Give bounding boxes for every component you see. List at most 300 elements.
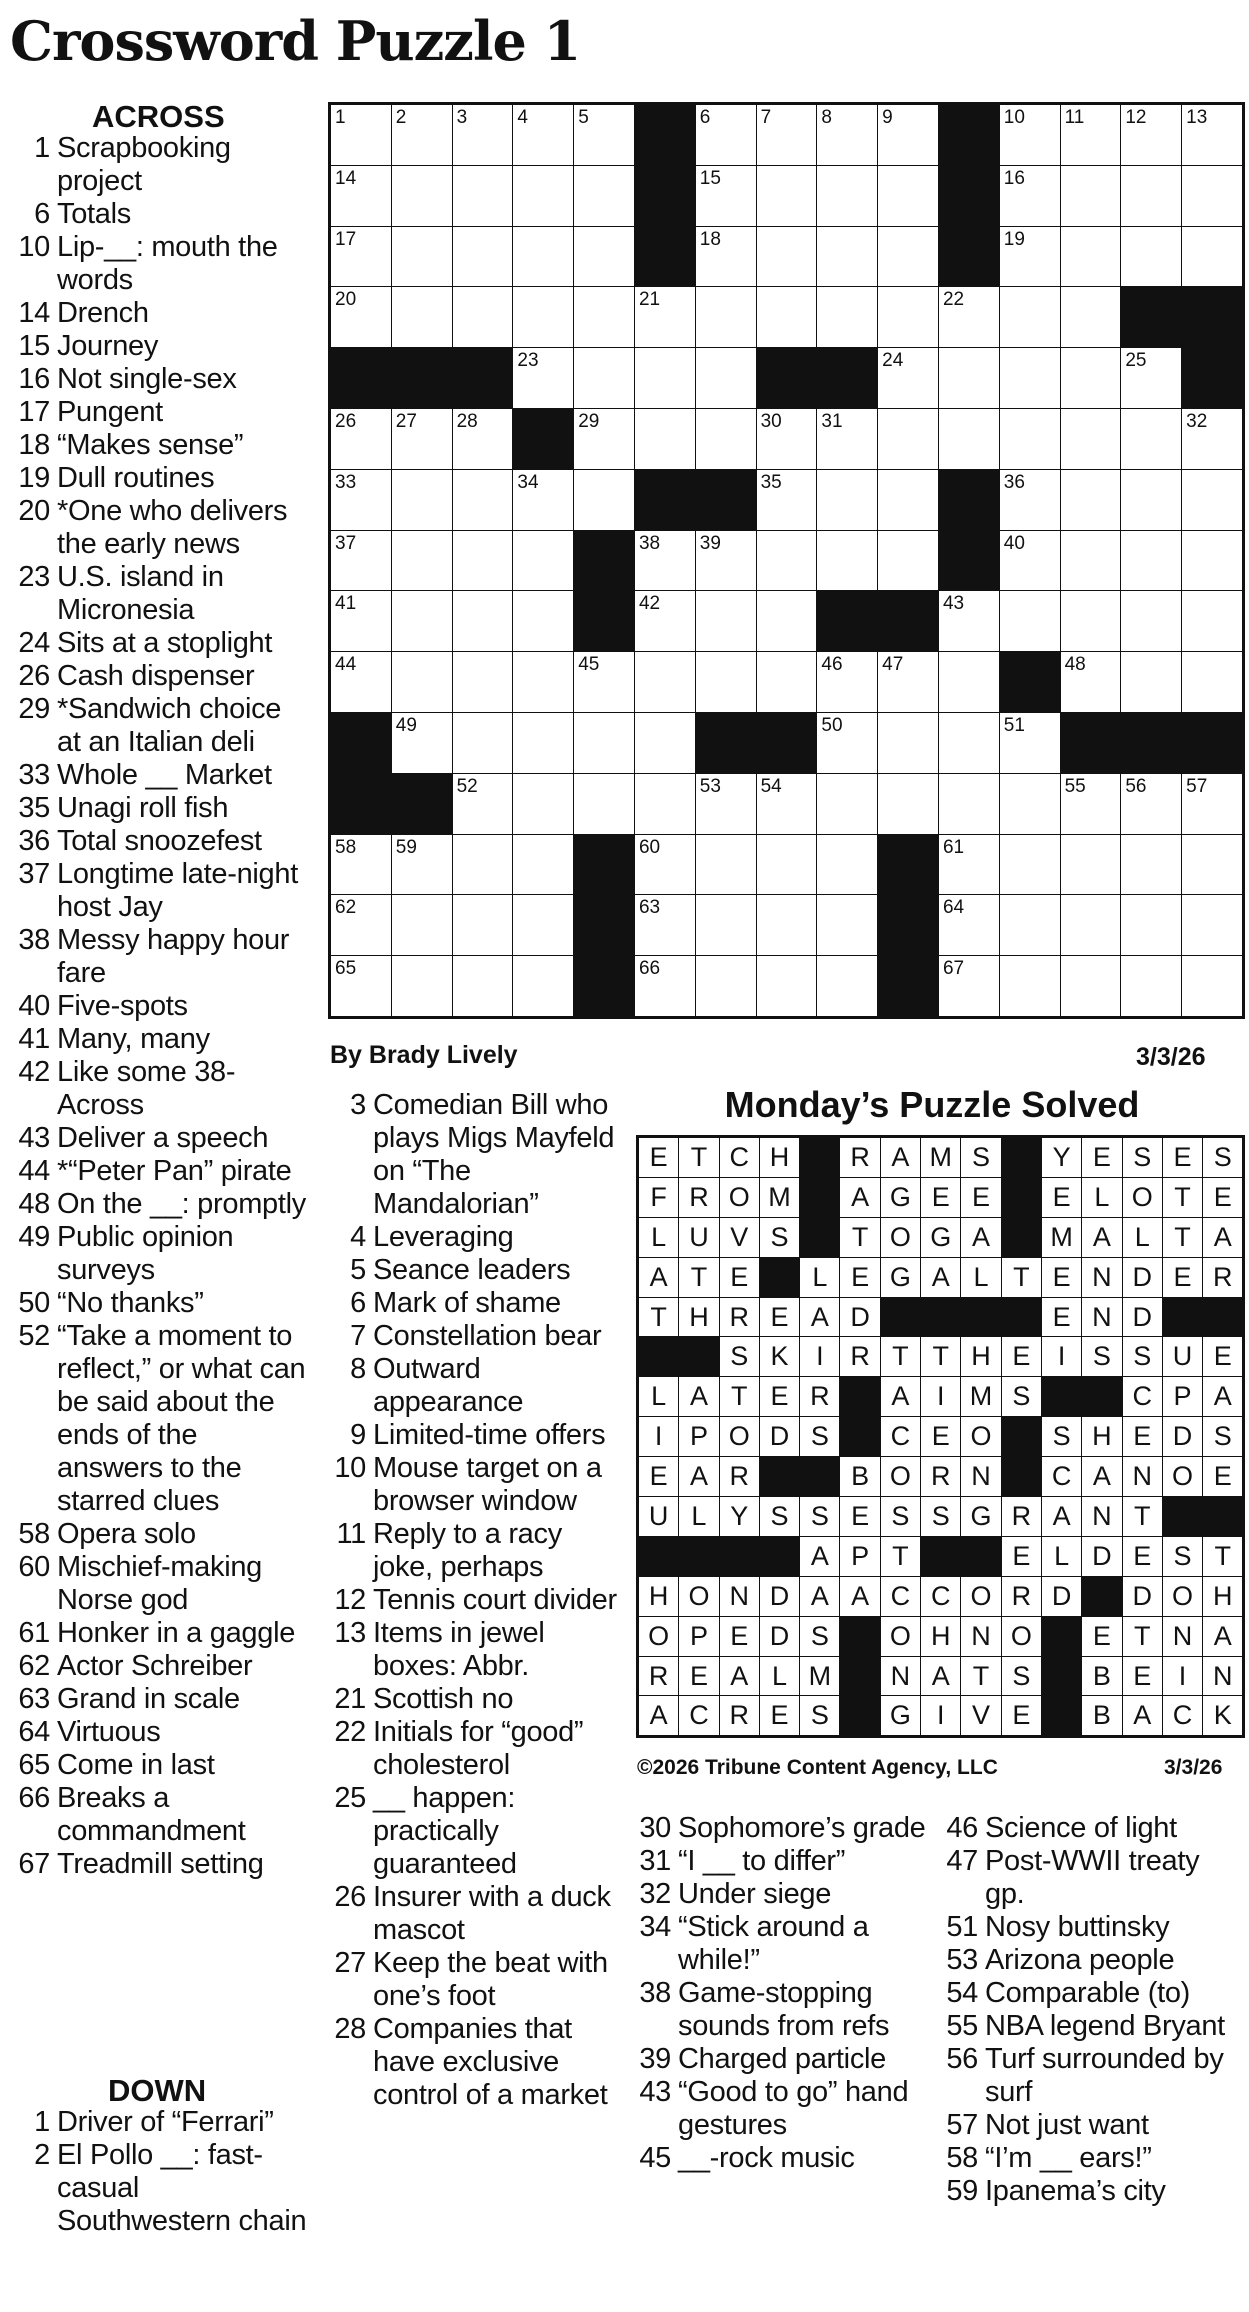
grid-cell[interactable] xyxy=(634,287,695,348)
black-square xyxy=(1121,712,1182,773)
grid-cell[interactable] xyxy=(695,773,756,834)
grid-cell[interactable] xyxy=(452,287,513,348)
clue-text: Five-spots xyxy=(57,990,188,1022)
solution-black-square xyxy=(840,1377,880,1417)
grid-cell[interactable] xyxy=(695,652,756,713)
solution-letter: E xyxy=(719,1616,759,1656)
grid-cell[interactable] xyxy=(695,834,756,895)
solution-row xyxy=(638,1417,1244,1457)
cell-number: 12 xyxy=(1125,107,1147,128)
grid-cell[interactable] xyxy=(634,773,695,834)
grid-cell[interactable] xyxy=(817,408,878,469)
solution-letter: E xyxy=(759,1696,799,1737)
grid-cell[interactable] xyxy=(513,287,574,348)
grid-cell[interactable] xyxy=(574,287,635,348)
clue-number: 18 xyxy=(18,429,50,461)
grid-cell[interactable] xyxy=(756,469,817,530)
solution-letter: S xyxy=(1041,1417,1081,1457)
grid-cell[interactable] xyxy=(999,895,1060,956)
grid-cell[interactable] xyxy=(938,652,999,713)
grid-cell[interactable] xyxy=(452,226,513,287)
grid-cell[interactable] xyxy=(999,469,1060,530)
grid-cell[interactable] xyxy=(695,165,756,226)
clue-number: 16 xyxy=(18,363,50,395)
clue-text: Scottish no xyxy=(373,1683,514,1715)
cell-number: 36 xyxy=(1003,471,1025,493)
grid-row xyxy=(330,652,1244,713)
solution-letter: A xyxy=(1203,1616,1244,1656)
grid-cell[interactable] xyxy=(938,895,999,956)
grid-cell[interactable] xyxy=(513,652,574,713)
solution-letter: T xyxy=(961,1656,1001,1696)
grid-cell[interactable] xyxy=(817,773,878,834)
grid-cell[interactable] xyxy=(878,287,939,348)
grid-cell[interactable] xyxy=(1182,226,1244,287)
black-square xyxy=(574,956,635,1018)
grid-cell[interactable] xyxy=(634,956,695,1018)
grid-cell[interactable] xyxy=(452,591,513,652)
grid-cell[interactable] xyxy=(330,104,392,166)
grid-cell[interactable] xyxy=(574,408,635,469)
solution-letter: T xyxy=(880,1337,920,1377)
grid-cell[interactable] xyxy=(878,226,939,287)
grid-cell[interactable] xyxy=(756,165,817,226)
grid-cell[interactable] xyxy=(1060,591,1121,652)
grid-cell[interactable] xyxy=(695,226,756,287)
grid-cell[interactable] xyxy=(817,287,878,348)
solution-letter: E xyxy=(638,1137,679,1178)
grid-cell[interactable] xyxy=(1060,287,1121,348)
clue-number: 42 xyxy=(18,1056,50,1088)
grid-cell[interactable] xyxy=(1121,773,1182,834)
grid-cell[interactable] xyxy=(1060,530,1121,591)
grid-cell[interactable] xyxy=(1121,895,1182,956)
down-clue-list-col2 xyxy=(328,1089,618,2112)
grid-cell[interactable] xyxy=(330,530,392,591)
solution-letter: R xyxy=(1001,1576,1041,1616)
solution-letter: O xyxy=(1122,1177,1162,1217)
grid-cell[interactable] xyxy=(1121,226,1182,287)
grid-cell[interactable] xyxy=(1182,895,1244,956)
grid-cell[interactable] xyxy=(634,591,695,652)
solution-letter: S xyxy=(800,1616,840,1656)
grid-cell[interactable] xyxy=(513,956,574,1018)
grid-cell[interactable] xyxy=(330,287,392,348)
clue-item xyxy=(328,1320,618,1353)
grid-cell[interactable] xyxy=(999,165,1060,226)
grid-cell[interactable] xyxy=(574,104,635,166)
grid-cell[interactable] xyxy=(695,104,756,166)
clue-number: 22 xyxy=(334,1716,366,1748)
grid-cell[interactable] xyxy=(999,408,1060,469)
grid-cell[interactable] xyxy=(756,895,817,956)
grid-cell[interactable] xyxy=(1060,408,1121,469)
grid-cell[interactable] xyxy=(999,834,1060,895)
solution-letter: A xyxy=(679,1457,719,1497)
grid-cell[interactable] xyxy=(817,226,878,287)
solution-letter: K xyxy=(1203,1696,1244,1737)
solution-letter: E xyxy=(1203,1457,1244,1497)
grid-cell[interactable] xyxy=(1060,652,1121,713)
grid-cell[interactable] xyxy=(1182,591,1244,652)
grid-cell[interactable] xyxy=(452,469,513,530)
solution-letter: S xyxy=(719,1337,759,1377)
solution-black-square xyxy=(679,1536,719,1576)
grid-cell[interactable] xyxy=(878,773,939,834)
grid-cell[interactable] xyxy=(999,530,1060,591)
grid-cell[interactable] xyxy=(938,773,999,834)
grid-cell[interactable] xyxy=(999,712,1060,773)
clue-item xyxy=(940,2175,1240,2208)
grid-cell[interactable] xyxy=(330,408,392,469)
grid-cell[interactable] xyxy=(695,895,756,956)
grid-cell[interactable] xyxy=(391,895,452,956)
solution-letter: S xyxy=(880,1497,920,1537)
grid-cell[interactable] xyxy=(513,226,574,287)
clue-item xyxy=(633,1878,933,1911)
clue-text: Sophomore’s grade xyxy=(678,1812,926,1844)
solution-letter: I xyxy=(1041,1337,1081,1377)
solution-letter: C xyxy=(1041,1457,1081,1497)
grid-cell[interactable] xyxy=(634,408,695,469)
grid-cell[interactable] xyxy=(634,712,695,773)
solution-letter: A xyxy=(1082,1217,1122,1257)
solution-black-square xyxy=(1162,1297,1202,1337)
grid-cell[interactable] xyxy=(391,287,452,348)
grid-cell[interactable] xyxy=(695,348,756,409)
cell-number: 42 xyxy=(638,593,661,615)
solution-letter: E xyxy=(1082,1137,1122,1178)
solution-black-square xyxy=(840,1417,880,1457)
cell-number: 54 xyxy=(760,775,782,797)
grid-cell[interactable] xyxy=(756,773,817,834)
grid-cell[interactable] xyxy=(452,834,513,895)
grid-cell[interactable] xyxy=(817,165,878,226)
grid-cell[interactable] xyxy=(330,956,392,1018)
grid-cell[interactable] xyxy=(938,287,999,348)
grid-cell[interactable] xyxy=(999,104,1060,166)
grid-cell[interactable] xyxy=(1182,104,1244,166)
cell-number: 63 xyxy=(638,897,661,919)
clue-item xyxy=(328,1782,618,1881)
clue-text: “I __ to differ” xyxy=(678,1845,846,1877)
clue-text: Journey xyxy=(57,330,159,362)
grid-cell[interactable] xyxy=(391,652,452,713)
grid-cell[interactable] xyxy=(1121,104,1182,166)
clue-text: NBA legend Bryant xyxy=(985,2010,1225,2042)
grid-cell[interactable] xyxy=(513,530,574,591)
solution-letter: D xyxy=(1122,1576,1162,1616)
grid-cell[interactable] xyxy=(391,165,452,226)
clue-item xyxy=(12,1287,310,1320)
grid-cell[interactable] xyxy=(817,956,878,1018)
grid-cell[interactable] xyxy=(574,773,635,834)
clue-number: 35 xyxy=(18,792,50,824)
grid-cell[interactable] xyxy=(634,348,695,409)
clue-number: 57 xyxy=(946,2109,978,2141)
grid-cell[interactable] xyxy=(1060,834,1121,895)
clue-item xyxy=(12,1221,310,1287)
clue-text: Constellation bear xyxy=(373,1320,602,1352)
grid-cell[interactable] xyxy=(756,226,817,287)
clue-number: 43 xyxy=(639,2076,671,2108)
grid-cell[interactable] xyxy=(1060,469,1121,530)
solution-letter: R xyxy=(679,1177,719,1217)
clue-text: Under siege xyxy=(678,1878,832,1910)
solution-row xyxy=(638,1137,1244,1178)
grid-cell[interactable] xyxy=(878,408,939,469)
grid-cell[interactable] xyxy=(391,469,452,530)
clue-item xyxy=(12,1749,310,1782)
grid-cell[interactable] xyxy=(999,956,1060,1018)
solution-letter: O xyxy=(961,1576,1001,1616)
grid-cell[interactable] xyxy=(1182,652,1244,713)
grid-cell[interactable] xyxy=(938,348,999,409)
clue-text: On the __: promptly xyxy=(57,1188,306,1220)
grid-cell[interactable] xyxy=(391,834,452,895)
grid-cell[interactable] xyxy=(452,408,513,469)
grid-cell[interactable] xyxy=(330,469,392,530)
grid-cell[interactable] xyxy=(756,834,817,895)
cell-number: 7 xyxy=(760,107,772,128)
grid-cell[interactable] xyxy=(817,712,878,773)
grid-cell[interactable] xyxy=(513,895,574,956)
grid-cell[interactable] xyxy=(330,834,392,895)
grid-cell[interactable] xyxy=(513,712,574,773)
grid-cell[interactable] xyxy=(756,652,817,713)
grid-cell[interactable] xyxy=(330,591,392,652)
black-square xyxy=(1060,712,1121,773)
clue-number: 63 xyxy=(18,1683,50,1715)
grid-cell[interactable] xyxy=(695,287,756,348)
grid-cell[interactable] xyxy=(391,104,452,166)
clue-item xyxy=(633,1845,933,1878)
solution-row xyxy=(638,1377,1244,1417)
grid-cell[interactable] xyxy=(878,469,939,530)
grid-cell[interactable] xyxy=(1121,530,1182,591)
grid-cell[interactable] xyxy=(938,834,999,895)
black-square xyxy=(574,530,635,591)
grid-cell[interactable] xyxy=(452,712,513,773)
grid-cell[interactable] xyxy=(452,956,513,1018)
clue-text: Scrapbooking project xyxy=(57,132,231,197)
grid-cell[interactable] xyxy=(1182,408,1244,469)
cell-number: 33 xyxy=(335,471,357,493)
grid-cell[interactable] xyxy=(1060,773,1121,834)
grid-cell[interactable] xyxy=(634,895,695,956)
cell-number: 26 xyxy=(335,410,357,432)
grid-cell[interactable] xyxy=(1060,956,1121,1018)
grid-cell[interactable] xyxy=(878,712,939,773)
grid-cell[interactable] xyxy=(817,895,878,956)
black-square xyxy=(878,895,939,956)
grid-cell[interactable] xyxy=(1121,408,1182,469)
grid-cell[interactable] xyxy=(574,712,635,773)
grid-cell[interactable] xyxy=(574,469,635,530)
grid-cell[interactable] xyxy=(756,530,817,591)
grid-cell[interactable] xyxy=(756,408,817,469)
grid-cell[interactable] xyxy=(513,348,574,409)
clue-item xyxy=(12,1683,310,1716)
grid-cell[interactable] xyxy=(330,652,392,713)
solution-letter: P xyxy=(679,1616,719,1656)
grid-cell[interactable] xyxy=(391,712,452,773)
grid-cell[interactable] xyxy=(391,408,452,469)
grid-cell[interactable] xyxy=(1121,834,1182,895)
clue-number: 32 xyxy=(639,1878,671,1910)
grid-cell[interactable] xyxy=(817,104,878,166)
grid-row xyxy=(330,469,1244,530)
grid-cell[interactable] xyxy=(817,834,878,895)
grid-cell[interactable] xyxy=(452,530,513,591)
black-square xyxy=(938,104,999,166)
grid-cell[interactable] xyxy=(756,956,817,1018)
grid-cell[interactable] xyxy=(634,530,695,591)
clue-number: 12 xyxy=(334,1584,366,1616)
grid-cell[interactable] xyxy=(452,165,513,226)
clue-number: 2 xyxy=(34,2139,50,2171)
grid-cell[interactable] xyxy=(1182,469,1244,530)
grid-cell[interactable] xyxy=(756,591,817,652)
puzzle-date: 3/3/26 xyxy=(1136,1043,1206,1071)
black-square xyxy=(513,408,574,469)
grid-cell[interactable] xyxy=(513,104,574,166)
grid-cell[interactable] xyxy=(878,348,939,409)
cell-number: 22 xyxy=(942,289,965,311)
grid-cell[interactable] xyxy=(1182,773,1244,834)
solution-row xyxy=(638,1536,1244,1576)
solution-letter: T xyxy=(840,1217,880,1257)
solution-letter: T xyxy=(1162,1177,1202,1217)
clue-item xyxy=(328,1617,618,1683)
grid-cell[interactable] xyxy=(513,773,574,834)
grid-cell[interactable] xyxy=(695,408,756,469)
clue-item xyxy=(940,2043,1240,2109)
clue-number: 28 xyxy=(334,2013,366,2045)
clue-text: Pungent xyxy=(57,396,163,428)
grid-cell[interactable] xyxy=(513,834,574,895)
grid-cell[interactable] xyxy=(634,652,695,713)
grid-cell[interactable] xyxy=(999,773,1060,834)
grid-cell[interactable] xyxy=(695,591,756,652)
clue-number: 43 xyxy=(18,1122,50,1154)
down-clue-list-col3 xyxy=(633,1812,933,2175)
solution-letter: A xyxy=(961,1217,1001,1257)
grid-cell[interactable] xyxy=(938,956,999,1018)
solution-black-square xyxy=(759,1457,799,1497)
grid-cell[interactable] xyxy=(1121,956,1182,1018)
grid-cell[interactable] xyxy=(756,104,817,166)
solution-letter: T xyxy=(1162,1217,1202,1257)
solution-black-square xyxy=(921,1536,961,1576)
solution-letter: S xyxy=(1203,1137,1244,1178)
grid-cell[interactable] xyxy=(938,408,999,469)
grid-cell[interactable] xyxy=(817,652,878,713)
grid-cell[interactable] xyxy=(938,591,999,652)
grid-cell[interactable] xyxy=(391,591,452,652)
grid-cell[interactable] xyxy=(574,652,635,713)
grid-cell[interactable] xyxy=(330,895,392,956)
black-square xyxy=(634,104,695,166)
grid-cell[interactable] xyxy=(574,165,635,226)
grid-cell[interactable] xyxy=(1060,104,1121,166)
grid-cell[interactable] xyxy=(878,104,939,166)
grid-cell[interactable] xyxy=(574,348,635,409)
grid-cell[interactable] xyxy=(756,287,817,348)
clue-item xyxy=(328,1881,618,1947)
clue-text: Like some 38-Across xyxy=(57,1056,236,1121)
grid-cell[interactable] xyxy=(1060,226,1121,287)
grid-cell[interactable] xyxy=(513,165,574,226)
grid-cell[interactable] xyxy=(1182,165,1244,226)
grid-cell[interactable] xyxy=(1182,956,1244,1018)
grid-cell[interactable] xyxy=(452,895,513,956)
clue-number: 6 xyxy=(34,198,50,230)
grid-cell[interactable] xyxy=(1121,469,1182,530)
solution-letter: M xyxy=(800,1656,840,1696)
grid-cell[interactable] xyxy=(452,104,513,166)
grid-cell[interactable] xyxy=(391,226,452,287)
clue-number: 1 xyxy=(34,2106,50,2138)
solution-row xyxy=(638,1177,1244,1217)
grid-cell[interactable] xyxy=(1121,348,1182,409)
grid-cell[interactable] xyxy=(513,469,574,530)
grid-cell[interactable] xyxy=(1182,834,1244,895)
grid-cell[interactable] xyxy=(452,773,513,834)
grid-cell[interactable] xyxy=(391,956,452,1018)
grid-cell[interactable] xyxy=(999,226,1060,287)
black-square xyxy=(878,956,939,1018)
grid-cell[interactable] xyxy=(817,469,878,530)
grid-cell[interactable] xyxy=(574,226,635,287)
grid-cell[interactable] xyxy=(695,956,756,1018)
grid-cell[interactable] xyxy=(452,652,513,713)
clue-number: 41 xyxy=(18,1023,50,1055)
grid-cell[interactable] xyxy=(391,530,452,591)
grid-cell[interactable] xyxy=(330,226,392,287)
solution-black-square xyxy=(1001,1217,1041,1257)
grid-cell[interactable] xyxy=(1182,530,1244,591)
grid-cell[interactable] xyxy=(938,712,999,773)
grid-cell[interactable] xyxy=(1121,165,1182,226)
grid-cell[interactable] xyxy=(999,591,1060,652)
grid-cell[interactable] xyxy=(878,652,939,713)
grid-cell[interactable] xyxy=(634,834,695,895)
grid-cell[interactable] xyxy=(878,165,939,226)
cell-number: 38 xyxy=(638,532,661,554)
clue-number: 5 xyxy=(350,1254,366,1286)
clue-text: Public opinion surveys xyxy=(57,1221,234,1286)
grid-cell[interactable] xyxy=(1121,652,1182,713)
solution-letter: L xyxy=(1122,1217,1162,1257)
clue-number: 39 xyxy=(639,2043,671,2075)
grid-cell[interactable] xyxy=(513,591,574,652)
clue-item xyxy=(328,2013,618,2112)
clue-number: 54 xyxy=(946,1977,978,2009)
grid-cell[interactable] xyxy=(695,530,756,591)
grid-cell[interactable] xyxy=(878,530,939,591)
grid-cell[interactable] xyxy=(1060,165,1121,226)
solution-letter: A xyxy=(1203,1217,1244,1257)
grid-cell[interactable] xyxy=(999,287,1060,348)
grid-cell[interactable] xyxy=(817,530,878,591)
grid-cell[interactable] xyxy=(1121,591,1182,652)
solution-letter: T xyxy=(679,1257,719,1297)
grid-cell[interactable] xyxy=(1060,895,1121,956)
grid-cell[interactable] xyxy=(330,165,392,226)
grid-cell[interactable] xyxy=(999,348,1060,409)
grid-cell[interactable] xyxy=(1060,348,1121,409)
